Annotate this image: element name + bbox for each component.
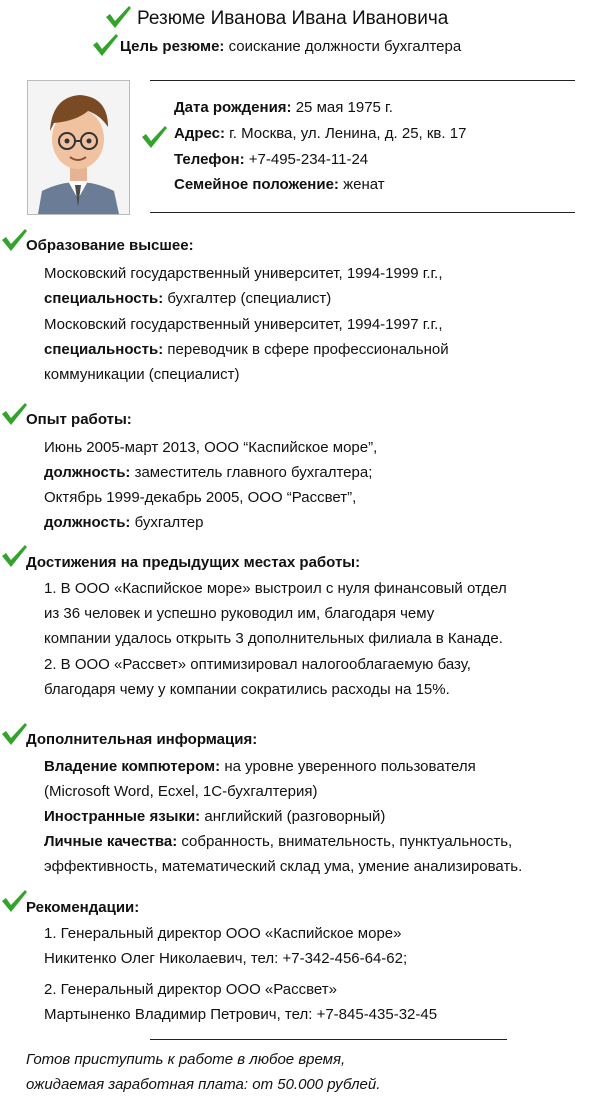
birth-value: 25 мая 1975 г. (295, 99, 393, 116)
position-value: заместитель главного бухгалтера; (134, 464, 373, 481)
checkmark-icon (0, 721, 28, 747)
checkmark-icon (140, 124, 168, 150)
qualities-label: Личные качества: (44, 833, 178, 850)
spec-label: специальность: (44, 290, 164, 307)
page-title: Резюме Иванова Ивана Ивановича (137, 8, 449, 29)
education-line: Московский государственный университет, 1994-1999 г.г., (44, 265, 443, 282)
personal-qualities-line2: эффективность, математический склад ума, умение анализировать. (44, 858, 523, 875)
checkmark-icon (91, 32, 119, 58)
section-heading-achievements: Достижения на предыдущих местах работы: (26, 554, 361, 571)
spec-label: специальность: (44, 341, 164, 358)
achievement-line: из 36 человек и успешно руководил им, благодаря чему (44, 605, 435, 622)
job-line: Июнь 2005-март 2013, ООО “Каспийское море”, (44, 439, 378, 456)
achievement-line: компании удалось открыть 3 дополнительных филиала в Канаде. (44, 630, 503, 647)
address-value: г. Москва, ул. Ленина, д. 25, кв. 17 (229, 125, 467, 142)
education-spec (44, 341, 449, 359)
recommendation-line: 2. Генеральный директор ООО «Рассвет» (44, 981, 337, 998)
divider (150, 212, 575, 213)
languages-label: Иностранные языки: (44, 808, 201, 825)
position-line (44, 514, 203, 532)
spec-value: переводчик в сфере профессиональной (167, 341, 449, 358)
achievement-line: 2. В ООО «Рассвет» оптимизировал налогооблагаемую базу, (44, 656, 471, 673)
family-value: женат (343, 176, 385, 193)
job-line: Октябрь 1999-декабрь 2005, ООО “Рассвет”, (44, 489, 357, 506)
computer-skills (44, 758, 476, 776)
checkmark-icon (0, 888, 28, 914)
divider (150, 80, 575, 81)
education-line: Московский государственный университет, 1994-1997 г.г., (44, 316, 443, 333)
address-label: Адрес: (174, 125, 225, 142)
computer-label: Владение компютером: (44, 758, 221, 775)
languages-value: английский (разговорный) (204, 808, 386, 825)
spec-value: бухгалтер (специалист) (167, 290, 332, 307)
achievement-line: 1. В ООО «Каспийское море» выстроил с нуля финансовый отдел (44, 580, 507, 597)
avatar (27, 80, 130, 215)
section-heading-additional: Дополнительная информация: (26, 731, 258, 748)
phone (174, 151, 368, 169)
goal-line (120, 38, 461, 56)
phone-label: Телефон: (174, 151, 245, 168)
position-label: должность: (44, 514, 131, 531)
checkmark-icon (0, 543, 28, 569)
recommendation-line: 1. Генеральный директор ООО «Каспийское море» (44, 925, 402, 942)
footer-line: ожидаемая заработная плата: от 50.000 рублей. (26, 1076, 381, 1093)
family-status (174, 176, 385, 194)
position-line (44, 464, 372, 482)
personal-qualities (44, 833, 512, 851)
family-label: Семейное положение: (174, 176, 339, 193)
checkmark-icon (104, 4, 132, 30)
position-value: бухгалтер (134, 514, 204, 531)
birth-label: Дата рождения: (174, 99, 292, 116)
checkmark-icon (0, 401, 28, 427)
phone-value: +7-495-234-11-24 (248, 151, 369, 168)
section-heading-education: Образование высшее: (26, 237, 194, 254)
languages (44, 808, 385, 826)
goal-label: Цель резюме: (120, 38, 225, 55)
computer-skills-line2: (Microsoft Word, Ecxel, 1С-бухгалтерия) (44, 783, 318, 800)
computer-value: на уровне уверенного пользователя (224, 758, 476, 775)
qualities-value: собранность, внимательность, пунктуальность, (181, 833, 513, 850)
achievement-line: благодаря чему у компании сократились расходы на 15%. (44, 681, 450, 698)
section-heading-experience: Опыт работы: (26, 411, 132, 428)
section-heading-recommendations: Рекомендации: (26, 899, 140, 916)
goal-value: соискание должности бухгалтера (228, 38, 462, 55)
checkmark-icon (0, 227, 28, 253)
address (174, 125, 466, 143)
education-line: коммуникации (специалист) (44, 366, 240, 383)
recommendation-line: Никитенко Олег Николаевич, тел: +7-342-456-64-62; (44, 950, 408, 967)
divider (150, 1039, 507, 1040)
recommendation-line: Мартыненко Владимир Петрович, тел: +7-845-435-32-45 (44, 1006, 438, 1023)
position-label: должность: (44, 464, 131, 481)
footer-line: Готов приступить к работе в любое время, (26, 1051, 346, 1068)
education-spec (44, 290, 331, 308)
birth-date (174, 99, 393, 117)
